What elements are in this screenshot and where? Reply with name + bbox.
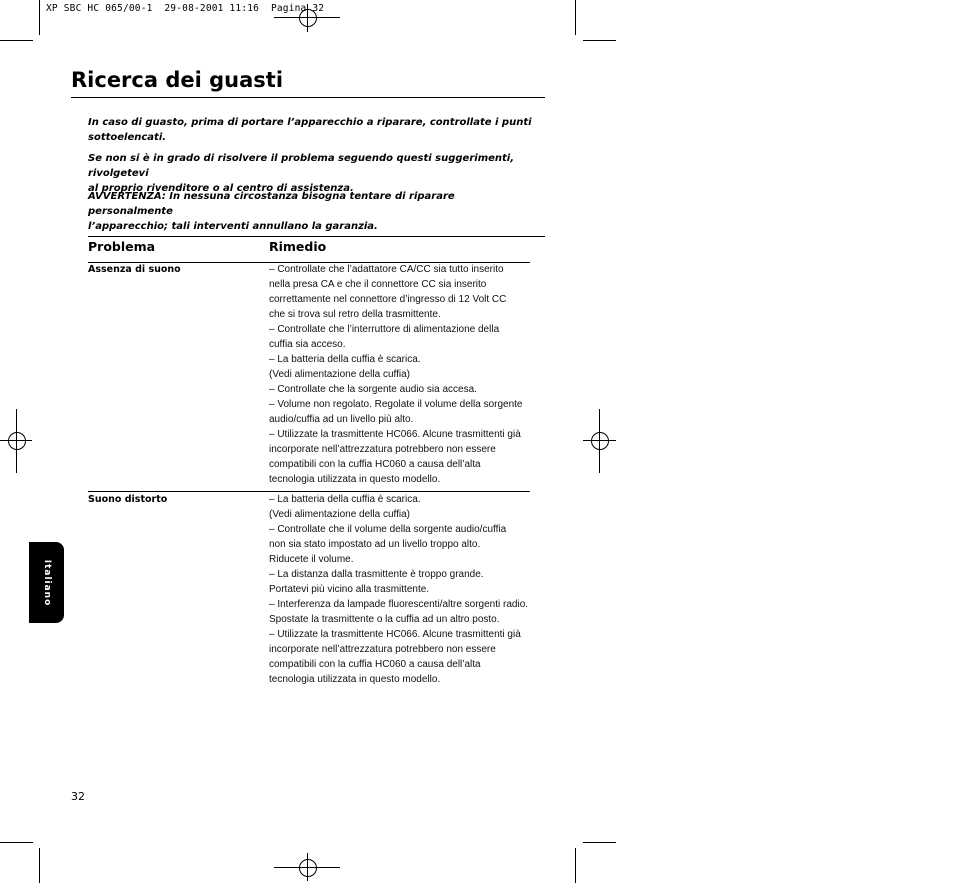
remedy-line: che si trova sul retro della trasmittente.: [269, 309, 441, 320]
page-number: 32: [71, 790, 85, 803]
remedy-list-distorted-sound: [269, 492, 549, 687]
column-header-problem: Problema: [88, 239, 156, 254]
intro-paragraph-1: [88, 115, 543, 145]
remedy-line: Portatevi più vicino alla trasmittente.: [269, 584, 430, 595]
language-tab-label: Italiano: [41, 559, 52, 606]
remedy-line: (Vedi alimentazione della cuffia): [269, 369, 411, 380]
intro-line: sottoelencati.: [88, 132, 167, 143]
remedy-line: – Utilizzate la trasmittente HC066. Alcune trasmittenti già: [269, 429, 521, 440]
remedy-line: audio/cuffia ad un livello più alto.: [269, 414, 414, 425]
language-tab: [29, 542, 64, 623]
intro-line: AVVERTENZA: In nessuna circostanza bisogna tentare di riparare personalmente: [88, 191, 455, 217]
remedy-line: – Interferenza da lampade fluorescenti/altre sorgenti radio.: [269, 599, 529, 610]
remedy-line: non sia stato impostato ad un livello troppo alto.: [269, 539, 481, 550]
problem-label-no-sound: Assenza di suono: [88, 264, 181, 275]
remedy-line: cuffia sia acceso.: [269, 339, 346, 350]
title-divider: [71, 97, 545, 98]
remedy-line: – Volume non regolato. Regolate il volume della sorgente: [269, 399, 523, 410]
remedy-line: incorporate nell’attrezzatura potrebbero non essere: [269, 644, 496, 655]
remedy-line: – La batteria della cuffia è scarica.: [269, 494, 421, 505]
intro-line: Se non si è in grado di risolvere il problema seguendo questi suggerimenti, rivolgetevi: [88, 153, 515, 179]
intro-line: l’apparecchio; tali interventi annullano la garanzia.: [88, 221, 378, 232]
intro-paragraph-3: [88, 189, 543, 234]
remedy-line: tecnologia utilizzata in questo modello.: [269, 474, 441, 485]
remedy-list-no-sound: [269, 262, 549, 487]
remedy-line: – Utilizzate la trasmittente HC066. Alcune trasmittenti già: [269, 629, 521, 640]
intro-line: In caso di guasto, prima di portare l’apparecchio a riparare, controllate i punti: [88, 117, 532, 128]
print-slug: XP SBC HC 065/00-1 29-08-2001 11:16 Pagina 32: [46, 3, 325, 14]
table-top-divider: [88, 236, 545, 237]
remedy-line: – La distanza dalla trasmittente è troppo grande.: [269, 569, 484, 580]
remedy-line: – Controllate che l’adattatore CA/CC sia tutto inserito: [269, 264, 504, 275]
remedy-line: Spostate la trasmittente o la cuffia ad un altro posto.: [269, 614, 500, 625]
problem-label-distorted-sound: Suono distorto: [88, 494, 168, 505]
remedy-line: compatibili con la cuffia HC060 a causa dell’alta: [269, 459, 481, 470]
remedy-line: Riducete il volume.: [269, 554, 354, 565]
column-header-remedy: Rimedio: [269, 239, 327, 254]
remedy-line: – La batteria della cuffia è scarica.: [269, 354, 421, 365]
remedy-line: nella presa CA e che il connettore CC sia inserito: [269, 279, 487, 290]
remedy-line: correttamente nel connettore d’ingresso di 12 Volt CC: [269, 294, 507, 305]
remedy-line: – Controllate che la sorgente audio sia accesa.: [269, 384, 477, 395]
intro-line: al proprio rivenditore o al centro di assistenza.: [88, 183, 354, 194]
remedy-line: incorporate nell’attrezzatura potrebbero non essere: [269, 444, 496, 455]
page-title: Ricerca dei guasti: [71, 68, 284, 92]
remedy-line: compatibili con la cuffia HC060 a causa dell’alta: [269, 659, 481, 670]
remedy-line: (Vedi alimentazione della cuffia): [269, 509, 411, 520]
remedy-line: – Controllate che l’interruttore di alimentazione della: [269, 324, 500, 335]
remedy-line: tecnologia utilizzata in questo modello.: [269, 674, 441, 685]
remedy-line: – Controllate che il volume della sorgente audio/cuffia: [269, 524, 507, 535]
